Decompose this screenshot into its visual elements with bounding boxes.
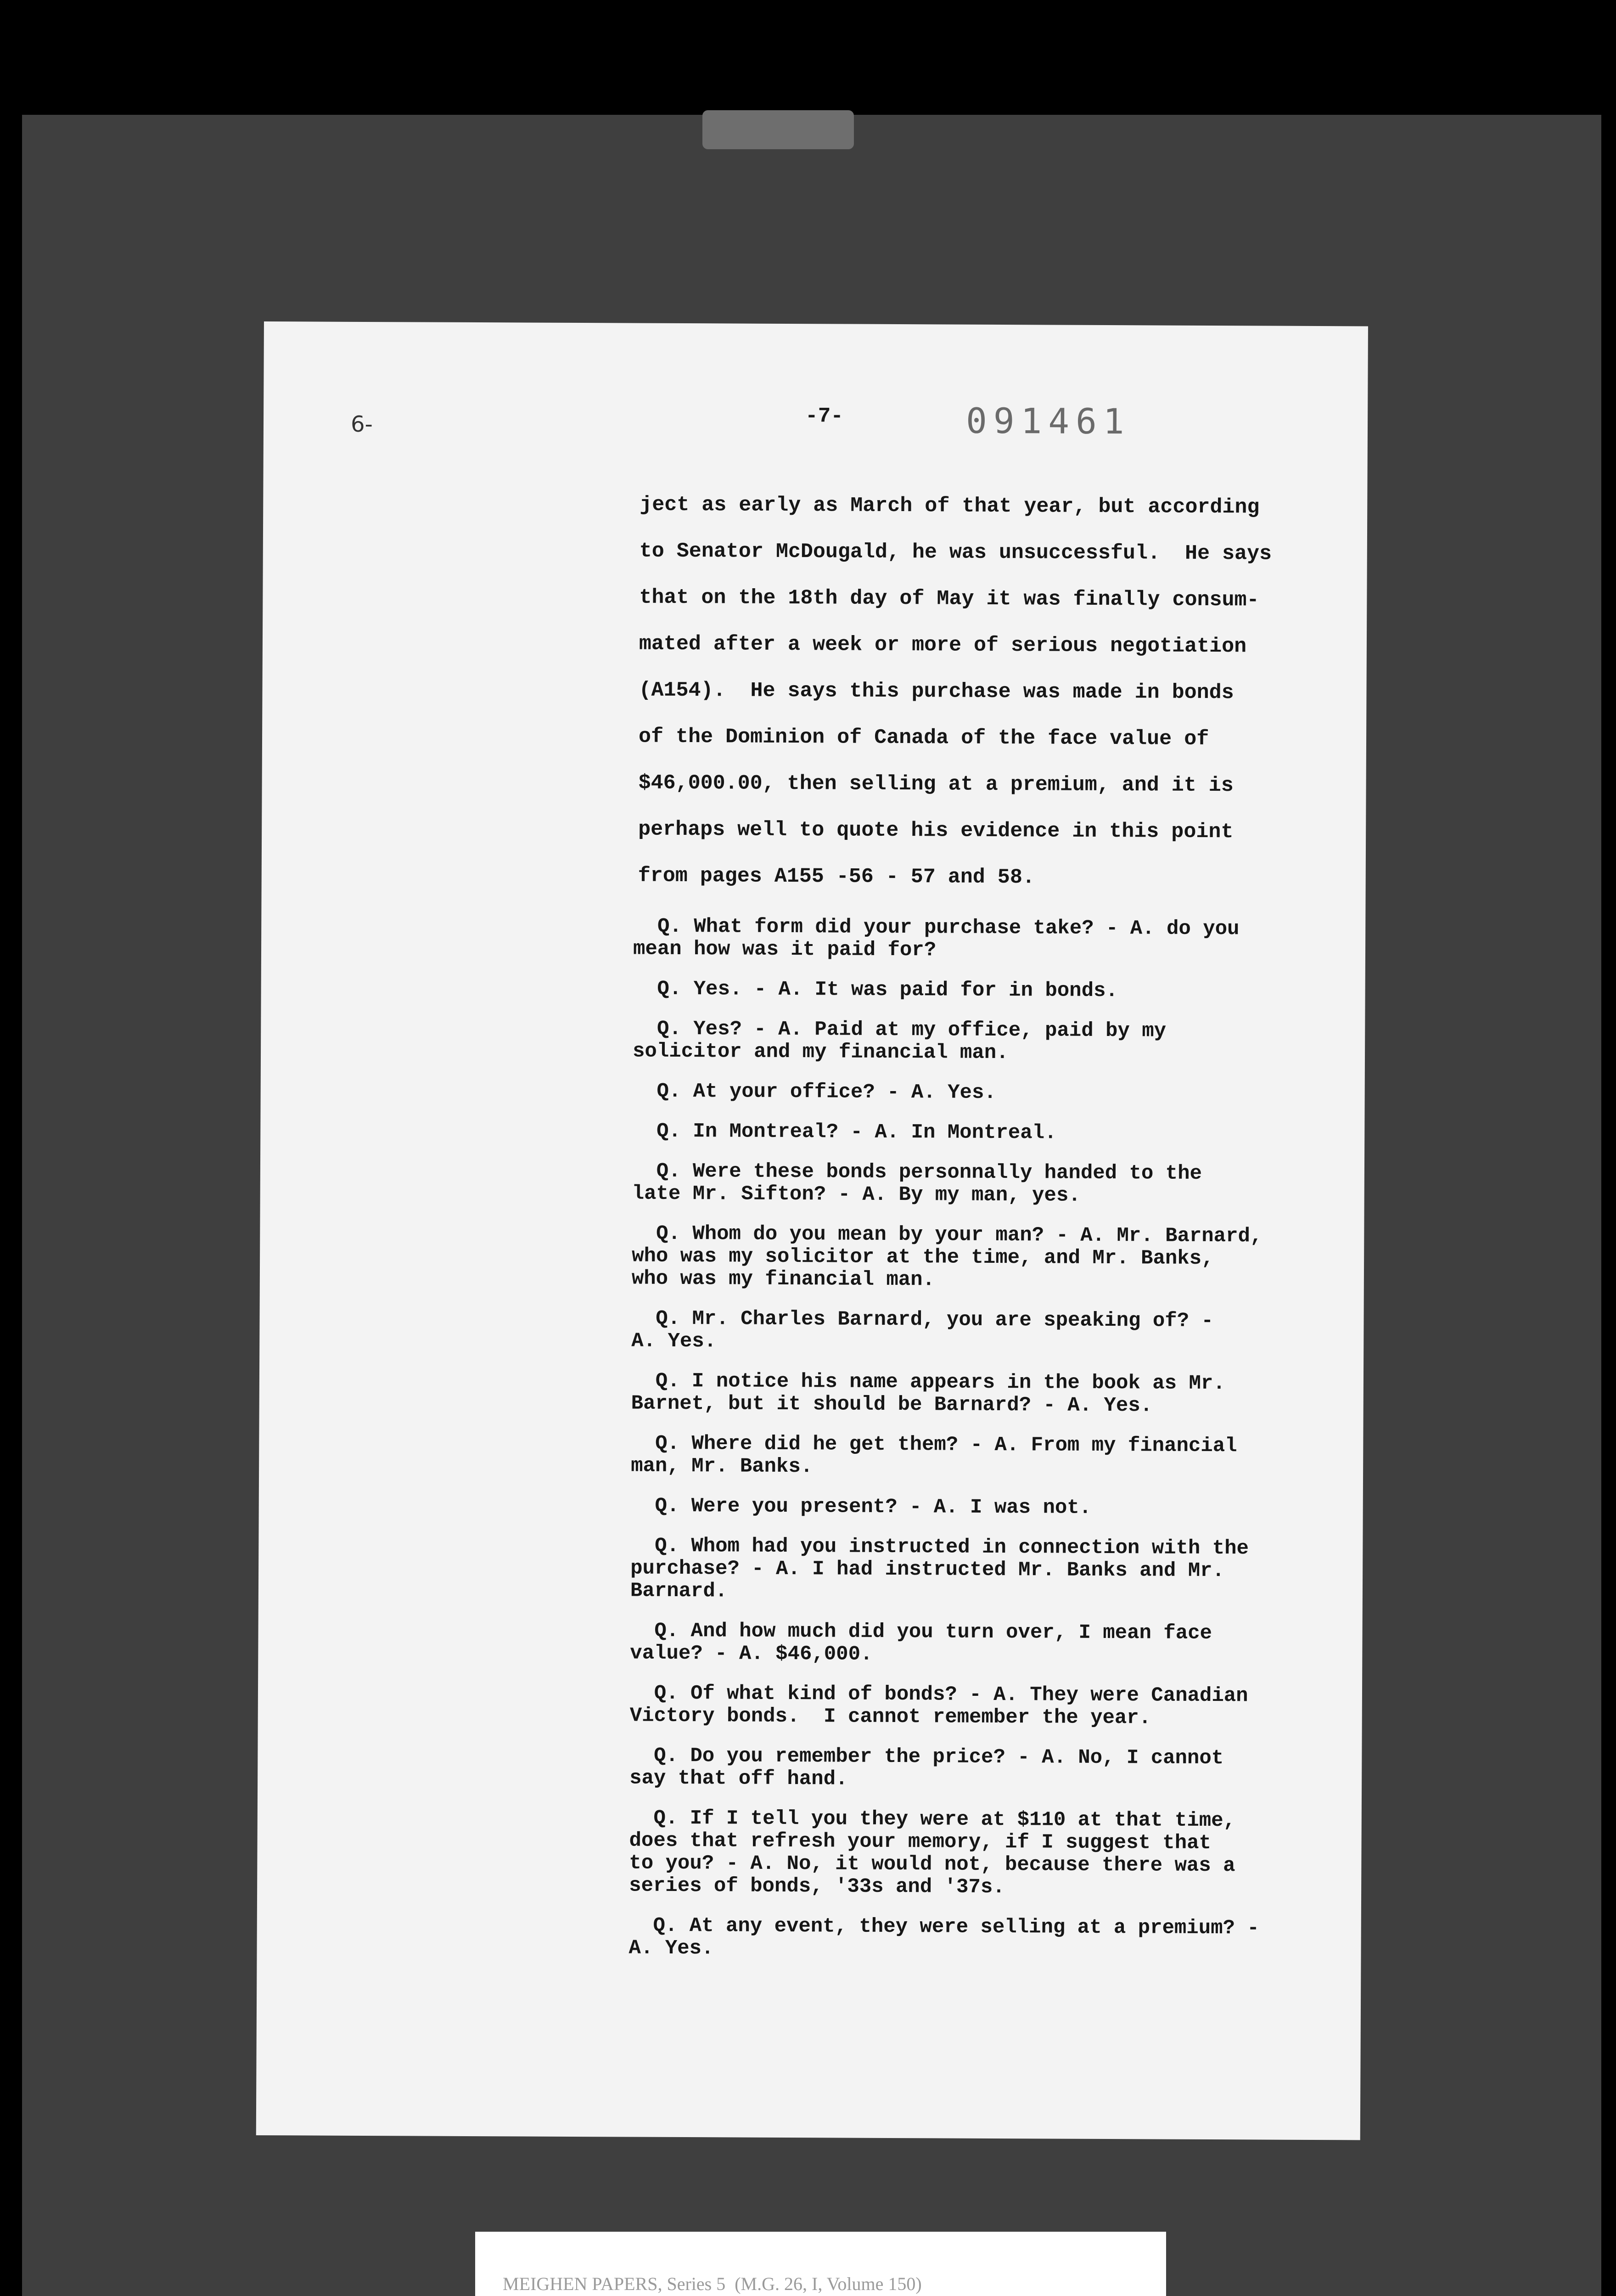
lead-line: (A154). He says this purchase was made in bonds [639, 678, 1234, 705]
qa-line: to you? - A. No, it would not, because there was a [629, 1851, 1235, 1878]
qa-entry [630, 1620, 1360, 1668]
lead-line: of the Dominion of Canada of the face value of [638, 725, 1209, 751]
qa-entry [631, 1495, 1361, 1521]
qa-line: value? - A. $46,000. [630, 1642, 873, 1666]
lead-line: to Senator McDougald, he was unsuccessful. He says [639, 539, 1272, 566]
qa-line: Q. Were these bonds personnally handed to the [632, 1159, 1202, 1185]
qa-entry [629, 1807, 1359, 1901]
qa-line: Q. And how much did you turn over, I mean face [630, 1619, 1212, 1645]
page-number: -7- [805, 404, 844, 428]
qa-entry [631, 1433, 1361, 1481]
qa-line: who was my financial man. [631, 1267, 935, 1292]
qa-line: purchase? - A. I had instructed Mr. Banks and Mr. [630, 1557, 1225, 1583]
qa-entry [633, 978, 1363, 1004]
qa-line: Q. At any event, they were selling at a premium? - [628, 1914, 1259, 1940]
document-page [256, 321, 1368, 2140]
lead-line: mated after a week or more of serious negotiation [639, 632, 1247, 658]
lead-line: $46,000.00, then selling at a premium, and it is [638, 771, 1234, 798]
lead-line: ject as early as March of that year, but according [640, 493, 1260, 519]
qa-line: Barnet, but it should be Barnard? - A. Yes. [631, 1392, 1153, 1418]
qa-line: Q. Where did he get them? - A. From my financial [631, 1432, 1237, 1458]
lead-line: from pages A155 -56 - 57 and 58. [638, 864, 1035, 889]
qa-line: man, Mr. Banks. [631, 1454, 813, 1479]
qa-entry [632, 1160, 1362, 1209]
qa-entry [633, 916, 1363, 964]
qa-line: solicitor and my financial man. [632, 1040, 1009, 1065]
qa-line: does that refresh your memory, if I suggest that [629, 1829, 1212, 1855]
qa-line: A. Yes. [631, 1329, 717, 1353]
qa-line: Q. If I tell you they were at $110 at that time, [629, 1806, 1236, 1833]
lead-line: perhaps well to quote his evidence in this point [638, 817, 1234, 844]
qa-entry [633, 1018, 1363, 1066]
qa-entry [630, 1535, 1361, 1606]
qa-line: Q. Do you remember the price? - A. No, I cannot [629, 1744, 1224, 1770]
qa-line: Q. What form did your purchase take? - A. do you [633, 915, 1240, 941]
qa-line: Victory bonds. I cannot remember the year. [629, 1704, 1151, 1730]
margin-mark: 6- [350, 411, 373, 438]
qa-entry [633, 1080, 1363, 1106]
qa-line: Q. Of what kind of bonds? - A. They were Canadian [629, 1682, 1248, 1708]
testimony-transcript [628, 916, 1363, 1981]
qa-entry [631, 1308, 1361, 1356]
archive-stamp-number: 091461 [965, 400, 1131, 442]
qa-line: Q. Whom do you mean by your man? - A. Mr. Barnard, [632, 1222, 1262, 1248]
qa-line: mean how was it paid for? [633, 937, 937, 962]
qa-entry [630, 1683, 1360, 1731]
qa-line: Q. Mr. Charles Barnard, you are speaking of? - [631, 1307, 1214, 1333]
qa-line: who was my solicitor at the time, and Mr. Banks, [632, 1244, 1214, 1271]
qa-line: Q. At your office? - A. Yes. [632, 1080, 996, 1104]
qa-entry [629, 1745, 1359, 1793]
qa-entry [631, 1370, 1361, 1418]
qa-line: Q. In Montreal? - A. In Montreal. [632, 1120, 1057, 1145]
qa-line: Q. Yes? - A. Paid at my office, paid by my [633, 1017, 1167, 1043]
lead-paragraph [638, 482, 1356, 902]
qa-entry [632, 1120, 1362, 1146]
qa-line: Q. I notice his name appears in the book as Mr. [631, 1369, 1225, 1396]
series-label-text: MEIGHEN PAPERS, Series 5 (M.G. 26, I, Volume 150) [503, 2273, 922, 2294]
qa-line: Q. Whom had you instructed in connection with the [630, 1534, 1249, 1560]
qa-line: late Mr. Sifton? - A. By my man, yes. [632, 1182, 1081, 1207]
qa-line: say that off hand. [629, 1767, 848, 1791]
qa-entry [632, 1223, 1362, 1294]
qa-line: Q. Were you present? - A. I was not. [630, 1494, 1092, 1519]
qa-line: A. Yes. [628, 1936, 714, 1960]
series-label [475, 2232, 1166, 2296]
binder-clip [702, 110, 854, 149]
qa-line: Q. Yes. - A. It was paid for in bonds. [633, 977, 1118, 1003]
qa-line: Barnard. [630, 1579, 728, 1603]
qa-entry [628, 1915, 1358, 1963]
qa-line: series of bonds, '33s and '37s. [629, 1874, 1005, 1899]
lead-line: that on the 18th day of May it was finally consum- [639, 585, 1259, 612]
